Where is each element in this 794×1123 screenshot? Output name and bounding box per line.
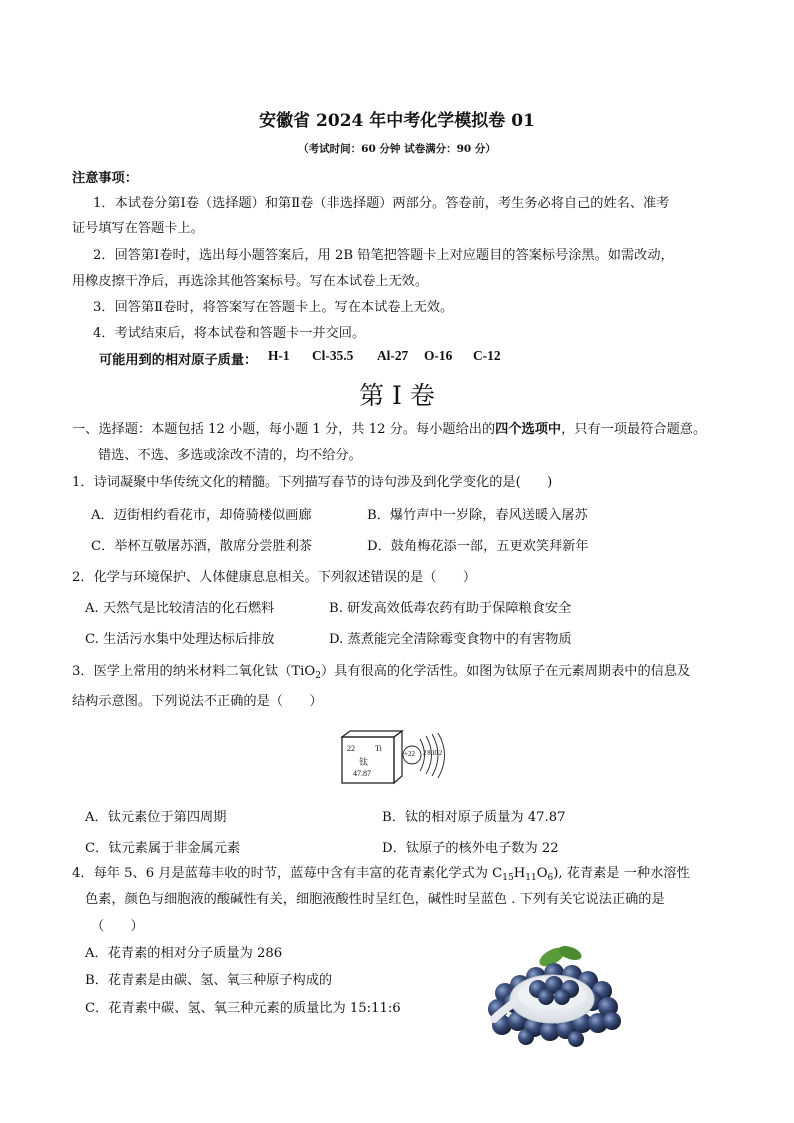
question-4-option-c: C．花青素中碳、氢、氧三种元素的质量比为 15:11:6 <box>85 1001 401 1016</box>
notice-item-1-line-1: 1．本试卷分第Ⅰ卷（选择题）和第Ⅱ卷（非选择题）两部分。答卷前，考生务必将自己的姓名、准考 <box>93 196 670 211</box>
question-1-option-a: A．迈街相约看花市，却倚骑楼似画廊 <box>91 508 312 523</box>
part1-text-bold: 四个选项中 <box>495 422 562 437</box>
element-symbol: Ti <box>375 744 382 753</box>
question-1-option-b: B．爆竹声中一岁除，春风送暖入屠苏 <box>367 508 588 523</box>
question-2-stem: 2．化学与环境保护、人体健康息息相关。下列叙述错误的是（ ） <box>72 570 477 585</box>
q4-sub-3: 6 <box>547 873 554 883</box>
question-2-option-b: B. 研发高效低毒农药有助于保障粮食安全 <box>329 601 572 616</box>
element-number: 22 <box>347 744 355 753</box>
part1-instructions-line-1 <box>72 418 706 437</box>
question-3-option-d: D．钛原子的核外电子数为 22 <box>382 841 559 856</box>
atomic-mass-cl: Cl-35.5 <box>312 348 354 363</box>
question-4-stem-line-2: 色素，颜色与细胞液的酸碱性有关，细胞液酸性时呈红色，碱性时呈蓝色 . 下列有关它说法正确的是 <box>85 892 665 907</box>
electron-shells: 2 8 10 2 <box>423 749 442 757</box>
question-4-option-a: A．花青素的相对分子质量为 286 <box>85 946 283 961</box>
part1-text-a: 一、选择题：本题包括 12 小题，每小题 1 分，共 12 分。每小题给出的 <box>72 422 496 437</box>
part1-instructions-line-2: 错选、不选、多选或涂改不清的，均不给分。 <box>98 448 362 463</box>
notice-item-1-line-2: 证号填写在答题卡上。 <box>72 221 204 236</box>
page-title: 安徽省 2024 年中考化学模拟卷 01 <box>259 111 535 131</box>
q4-h: H <box>513 866 526 881</box>
atomic-mass-o: O-16 <box>424 348 453 363</box>
question-2-option-d: D. 蒸煮能完全清除霉变食物中的有害物质 <box>329 632 572 647</box>
atomic-mass-h: H-1 <box>268 348 290 363</box>
question-2-option-a: A. 天然气是比较清洁的化石燃料 <box>85 601 275 616</box>
atomic-mass-c: C-12 <box>473 348 501 363</box>
question-2-option-c: C. 生活污水集中处理达标后排放 <box>85 632 275 647</box>
section-title: 第 I 卷 <box>359 381 435 410</box>
q3-stem-part-b: ）具有很高的化学活性。如图为钛原子在元素周期表中的信息及 <box>320 664 691 679</box>
blueberries-image <box>480 933 630 1048</box>
nucleus-charge: +22 <box>404 750 415 758</box>
part1-text-c: ，只有一项最符合题意。 <box>561 422 707 437</box>
question-3-option-a: A．钛元素位于第四周期 <box>85 810 227 825</box>
element-name: 钛 <box>359 758 369 768</box>
q4-sub-2: 11 <box>525 873 537 883</box>
question-4-stem-line-3: （ ） <box>91 919 144 934</box>
notice-item-2-line-2: 用橡皮擦干净后，再选涂其他答案标号。写在本试卷上无效。 <box>72 274 429 289</box>
periodic-element-tile <box>340 729 404 785</box>
q4-o: O <box>536 866 548 881</box>
question-4-option-b: B．花青素是由碳、氢、氧三种原子构成的 <box>85 973 333 988</box>
q4-stem-part-a: 4．每年 5、6 月是蓝莓丰收的时节，蓝莓中含有丰富的花青素化学式为 C <box>72 866 503 881</box>
notice-item-4: 4．考试结束后，将本试卷和答题卡一并交回。 <box>93 326 366 341</box>
exam-info: （考试时间：60 分钟 试卷满分：90 分） <box>298 143 496 155</box>
notice-heading: 注意事项： <box>72 171 138 186</box>
q3-stem-part-a: 3．医学上常用的纳米材料二氧化钛（TiO <box>72 664 316 679</box>
notice-item-2-line-1: 2．回答第Ⅰ卷时，选出每小题答案后，用 2B 铅笔把答题卡上对应题目的答案标号涂黑。如需改动， <box>93 248 674 263</box>
notice-item-3: 3．回答第Ⅱ卷时，将答案写在答题卡上。写在本试卷上无效。 <box>93 300 454 315</box>
question-4-stem-line-1 <box>72 862 690 881</box>
element-mass: 47.87 <box>353 769 371 778</box>
question-1-stem: 1．诗词凝聚中华传统文化的精髓。下列描写春节的诗句涉及到化学变化的是( ) <box>72 475 553 490</box>
atomic-masses-label: 可能用到的相对原子质量： <box>99 353 258 368</box>
question-1-option-c: C．举杯互敬屠苏酒，散席分尝胜利茶 <box>91 539 313 554</box>
question-1-option-d: D．鼓角梅花添一部，五更欢笑拜新年 <box>367 539 589 554</box>
q4-stem-part-b: ), 花青素是 一种水溶性 <box>553 866 690 881</box>
question-3-stem-line-1 <box>72 660 690 679</box>
atomic-mass-al: Al-27 <box>377 348 409 363</box>
question-3-option-c: C．钛元素属于非金属元素 <box>85 841 241 856</box>
q3-subscript: 2 <box>315 671 321 681</box>
question-3-option-b: B．钛的相对原子质量为 47.87 <box>382 810 566 825</box>
q4-sub-1: 15 <box>502 873 514 883</box>
question-3-stem-line-2: 结构示意图。下列说法不正确的是（ ） <box>72 694 323 709</box>
